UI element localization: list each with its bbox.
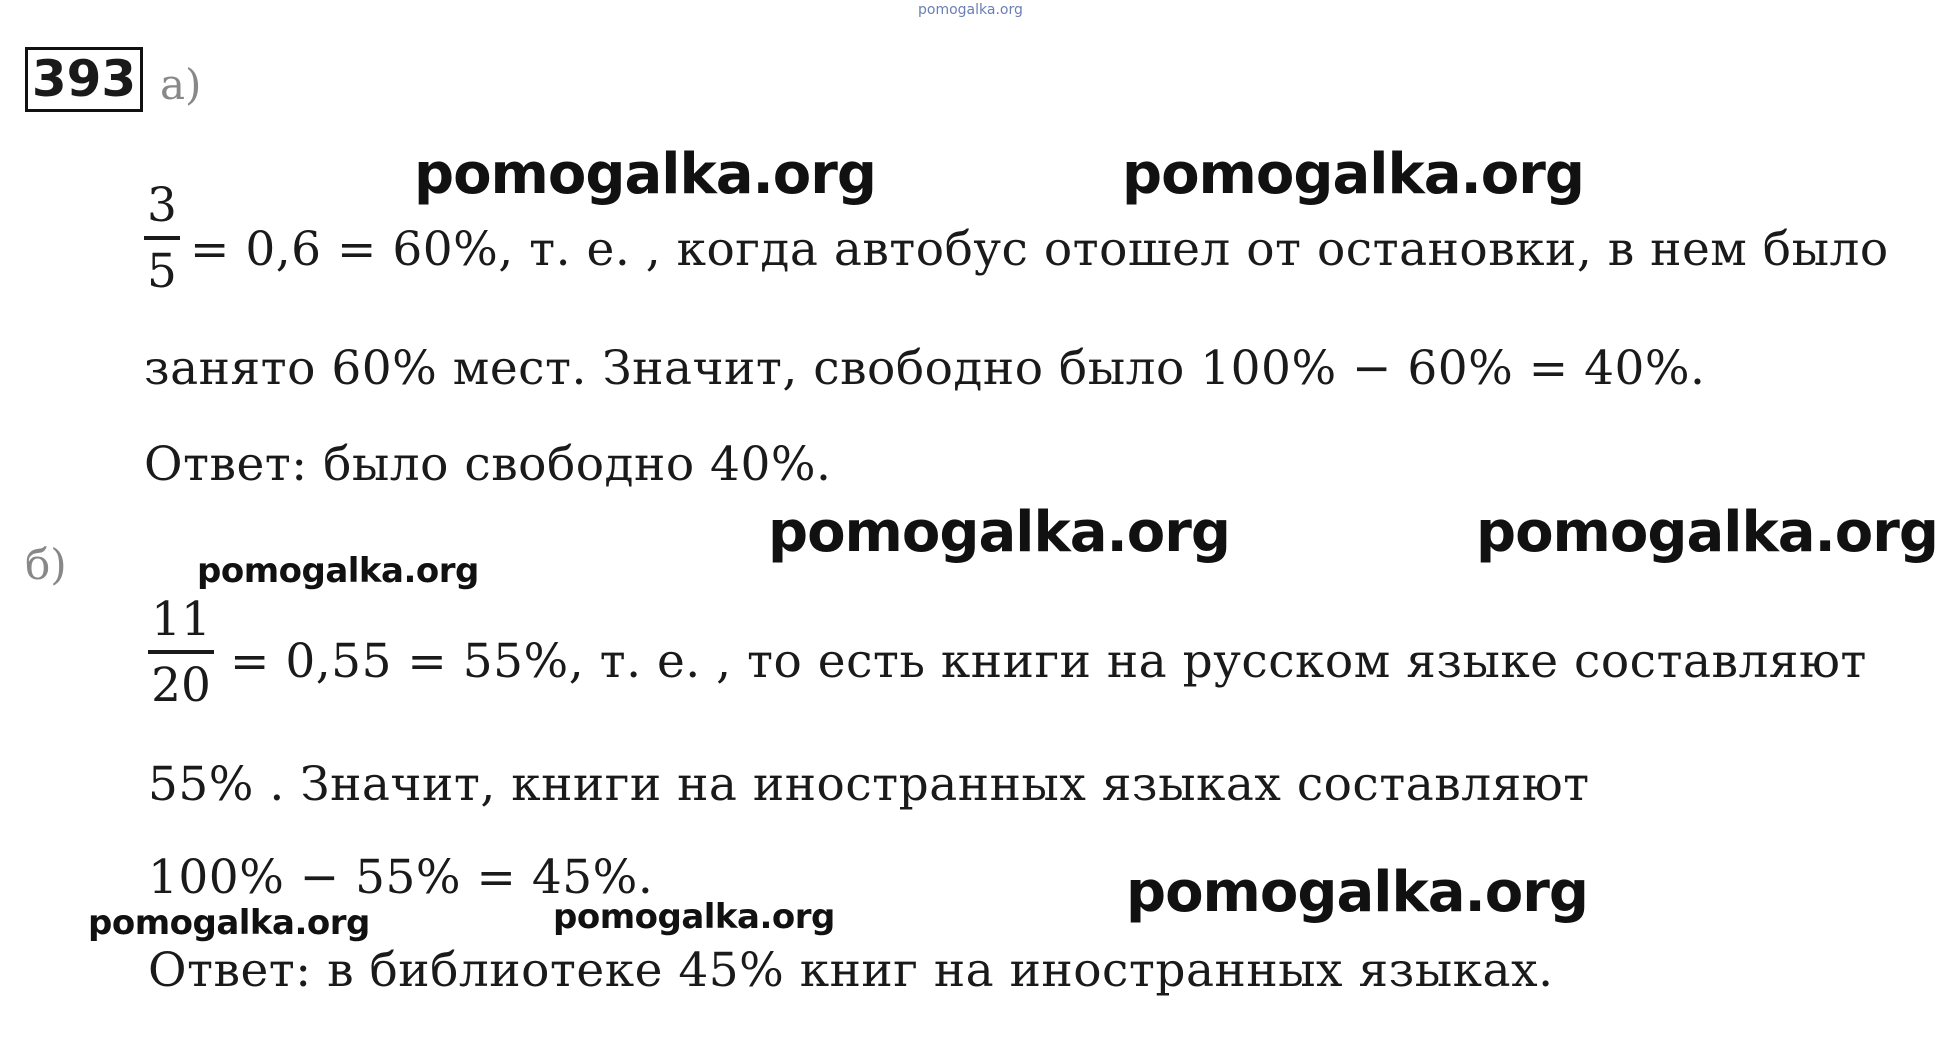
fraction-b [148,592,214,714]
part-a-answer: Ответ: было свободно 40%. [144,437,832,492]
fraction-b-denominator: 20 [151,658,211,713]
part-b-line-2: 55% . Значит, книги на иностранных языках составляют [148,757,1590,812]
part-a-label: а) [160,60,202,109]
watermark: pomogalka.org [553,897,835,937]
fraction-b-numerator: 11 [151,592,211,647]
part-b-line-1: = 0,55 = 55%, т. е. , то есть книги на русском языке составляют [230,634,1867,689]
watermark: pomogalka.org [1122,142,1584,207]
fraction-a-denominator: 5 [147,244,177,299]
watermark: pomogalka.org [414,142,876,207]
fraction-b-bar [148,650,214,654]
watermark: pomogalka.org [1126,860,1588,925]
part-b-label: б) [25,540,67,589]
watermark: pomogalka.org [768,500,1230,565]
fraction-a [144,178,180,300]
fraction-a-numerator: 3 [147,178,177,233]
watermark: pomogalka.org [88,903,370,943]
watermark: pomogalka.org [1476,500,1938,565]
watermark-top: pomogalka.org [918,2,1023,18]
part-a-line-2: занято 60% мест. Значит, свободно было 100% − 60% = 40%. [144,341,1706,396]
task-number-box: 393 [25,47,143,112]
part-b-answer: Ответ: в библиотеке 45% книг на иностранных языках. [148,943,1554,998]
watermark: pomogalka.org [197,551,479,591]
part-b-line-3: 100% − 55% = 45%. [148,850,654,905]
part-a-line-1: = 0,6 = 60%, т. е. , когда автобус отошел от остановки, в нем было [190,222,1889,277]
fraction-a-bar [144,236,180,240]
